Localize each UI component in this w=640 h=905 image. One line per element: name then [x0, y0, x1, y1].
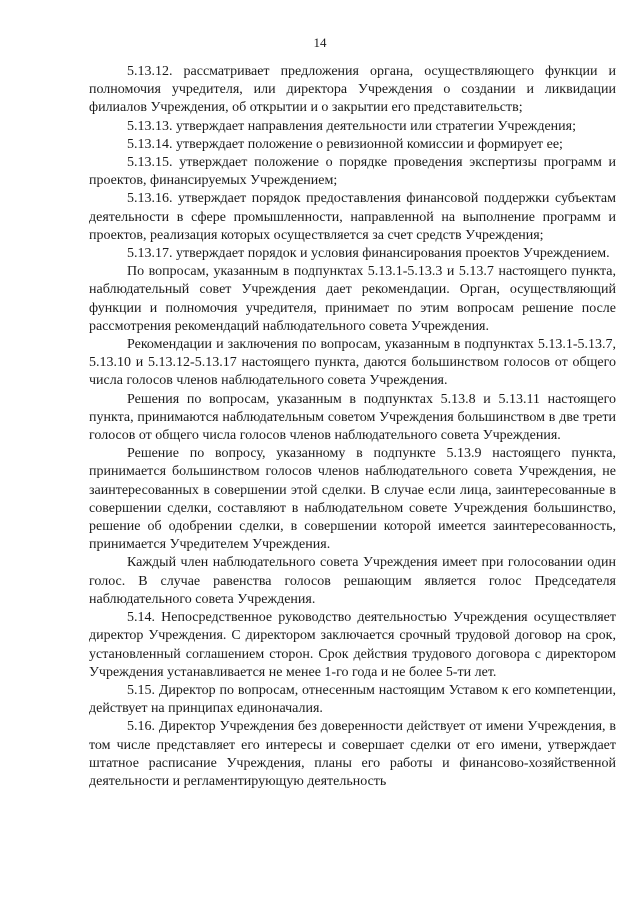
- paragraph-voting: Каждый член наблюдательного совета Учреждения имеет при голосовании один голос. В случае равенства голосов решающим является голос Председателя наблюдательного совета Учреждения.: [89, 555, 616, 607]
- paragraph-5-13-12: 5.13.12. рассматривает предложения органа, осуществляющего функции и полномочия учредителя, или директора Учреждения о создании и ликвидации филиалов Учреждения, об открытии и о закрытии его представительств;: [89, 64, 616, 116]
- paragraph-5-15: 5.15. Директор по вопросам, отнесенным настоящим Уставом к его компетенции, действует на принципах единоначалия.: [89, 682, 616, 717]
- paragraph-5-13-13: 5.13.13. утверждает направления деятельности или стратегии Учреждения;: [127, 118, 576, 134]
- paragraph-5-13-14: 5.13.14. утверждает положение о ревизионной комиссии и формирует ее;: [127, 136, 563, 152]
- paragraph-5-13-16: 5.13.16. утверждает порядок предоставления финансовой поддержки субъектам деятельности в сфере промышленности, направленной на выполнение программ и проектов, реализация которых осуществляется за счет средств Учреждения;: [89, 191, 616, 243]
- paragraph-5-14: 5.14. Непосредственное руководство деятельностью Учреждения осуществляет директор Учреждения. С директором заключается срочный трудовой договор на срок, установленный соглашением сторон. Срок действия трудового договора с директором Учреждения устанавливается не менее 1-го года и не более 5-ти лет.: [89, 610, 616, 680]
- paragraph-5-13-15: 5.13.15. утверждает положение о порядке проведения экспертизы программ и проектов, финансируемых Учреждением;: [89, 155, 616, 189]
- paragraph-recommendations: По вопросам, указанным в подпунктах 5.13.1-5.13.3 и 5.13.7 настоящего пункта, наблюдательный совет Учреждения дает рекомендации. Орган, осуществляющий функции и полномочия учредителя, принимает по этим вопросам решение после рассмотрения рекомендаций наблюдательного совета Учреждения.: [89, 264, 616, 334]
- paragraph-two-thirds-decisions: Решения по вопросам, указанным в подпунктах 5.13.8 и 5.13.11 настоящего пункта, принимаются наблюдательным советом Учреждения большинством в две трети голосов от общего числа голосов членов наблюдательного совета Учреждения.: [89, 391, 616, 444]
- paragraph-transaction-decision: Решение по вопросу, указанному в подпункте 5.13.9 настоящего пункта, принимается большинством голосов членов наблюдательного совета Учреждения, не заинтересованных в совершении этой сделки. В случае если лица, заинтересованные в совершении сделки, составляют в наблюдательном совете Учреждения большинство, решение об одобрении сделки, в совершении которой имеется заинтересованность, принимается Учредителем Учреждения.: [89, 446, 616, 553]
- paragraph-conclusions: Рекомендации и заключения по вопросам, указанным в подпунктах 5.13.1-5.13.7, 5.13.10 и 5.13.12-5.13.17 настоящего пункта, даются большинством голосов от общего числа голосов членов наблюдательного совета Учреждения.: [89, 337, 616, 389]
- paragraph-5-16: 5.16. Директор Учреждения без доверенности действует от имени Учреждения, в том числе представляет его интересы и совершает сделки от его имени, утверждает штатное расписание Учреждения, планы его работы и финансово-хозяйственной деятельности и регламентирующую деятельность: [89, 719, 616, 789]
- body-text: [89, 63, 616, 791]
- paragraph-5-13-17: 5.13.17. утверждает порядок и условия финансирования проектов Учреждением.: [127, 246, 610, 262]
- page-number: 14: [313, 35, 327, 50]
